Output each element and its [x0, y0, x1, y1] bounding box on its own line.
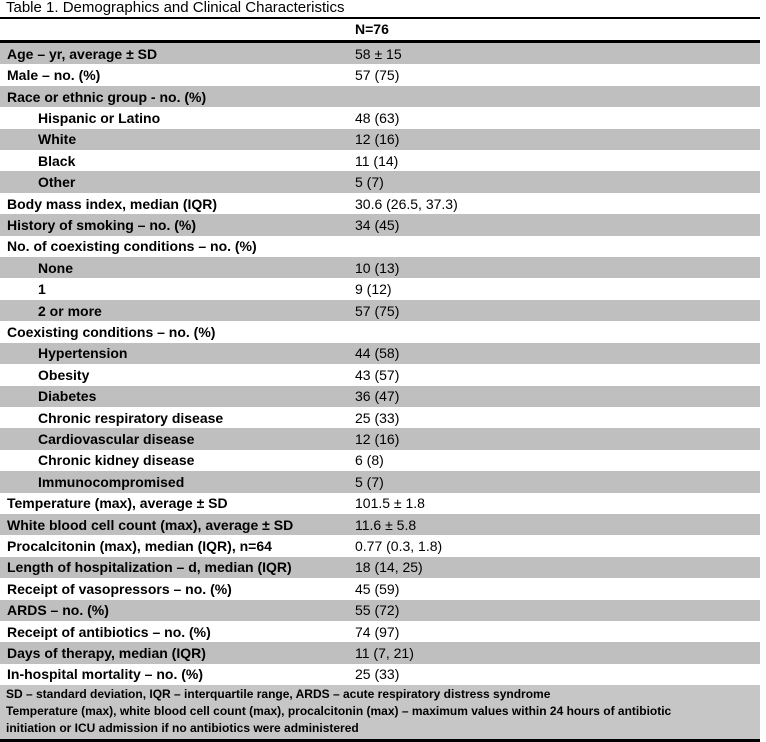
row-label: Obesity: [38, 366, 90, 383]
row-label: Race or ethnic group - no. (%): [7, 88, 207, 105]
row-label: Chronic kidney disease: [38, 452, 195, 469]
table-rows: [0, 43, 760, 685]
table-header-row: [0, 19, 760, 43]
row-label: Chronic respiratory disease: [38, 409, 224, 426]
row-value: 25 (33): [355, 666, 400, 683]
table-row: [0, 642, 760, 663]
table-row: [0, 150, 760, 171]
row-label: In-hospital mortality – no. (%): [7, 666, 204, 683]
row-label: Length of hospitalization – d, median (IQR): [7, 559, 292, 576]
table-row: [0, 64, 760, 85]
row-value: 101.5 ± 1.8: [355, 495, 425, 512]
row-label: Procalcitonin (max), median (IQR), n=64: [7, 538, 272, 555]
row-label: Temperature (max), average ± SD: [7, 495, 228, 512]
row-value: 18 (14, 25): [355, 559, 423, 576]
table-row: [0, 193, 760, 214]
row-label: Black: [38, 152, 76, 169]
table-row: [0, 257, 760, 278]
table-row: [0, 386, 760, 407]
footnote-max-values-line1: Temperature (max), white blood cell count (max), procalcitonin (max) – maximum values within 24 hours of antibiotic: [6, 704, 672, 718]
row-label: Hispanic or Latino: [38, 109, 161, 126]
row-value: 9 (12): [355, 281, 392, 298]
header-label-spacer: [0, 19, 355, 40]
footnote-abbreviations: SD – standard deviation, IQR – interquartile range, ARDS – acute respiratory distress syndrome: [6, 687, 551, 701]
row-value: 12 (16): [355, 431, 400, 448]
table-row: [0, 107, 760, 128]
table-row: [0, 171, 760, 192]
row-label: Cardiovascular disease: [38, 431, 195, 448]
table-row: [0, 557, 760, 578]
row-label: Hypertension: [38, 345, 128, 362]
row-label: Body mass index, median (IQR): [7, 195, 218, 212]
table-row: [0, 300, 760, 321]
table-row: [0, 343, 760, 364]
table-row: [0, 514, 760, 535]
row-label: 1: [38, 281, 46, 298]
row-value: 6 (8): [355, 452, 384, 469]
row-value: 55 (72): [355, 602, 400, 619]
table-row: [0, 407, 760, 428]
row-value: 12 (16): [355, 131, 400, 148]
row-value: 5 (7): [355, 174, 384, 191]
row-value: 57 (75): [355, 302, 400, 319]
row-label: 2 or more: [38, 302, 102, 319]
row-label: No. of coexisting conditions – no. (%): [7, 238, 257, 255]
table-row: [0, 621, 760, 642]
table-row: [0, 578, 760, 599]
row-value: 10 (13): [355, 259, 400, 276]
row-value: 48 (63): [355, 109, 400, 126]
row-value: 0.77 (0.3, 1.8): [355, 538, 443, 555]
table-row: [0, 86, 760, 107]
row-label: Coexisting conditions – no. (%): [7, 323, 216, 340]
row-label: ARDS – no. (%): [7, 602, 109, 619]
row-label: Days of therapy, median (IQR): [7, 645, 206, 662]
row-label: None: [38, 259, 73, 276]
table-row: [0, 450, 760, 471]
table-row: [0, 236, 760, 257]
row-value: 36 (47): [355, 388, 400, 405]
row-value: 34 (45): [355, 216, 400, 233]
row-value: 58 ± 15: [355, 45, 402, 62]
header-n-value: N=76: [355, 21, 389, 37]
table-row: [0, 278, 760, 299]
table-row: [0, 493, 760, 514]
table-row: [0, 214, 760, 235]
row-label: Receipt of antibiotics – no. (%): [7, 623, 211, 640]
table-row: [0, 664, 760, 685]
table-row: [0, 471, 760, 492]
row-value: 74 (97): [355, 623, 400, 640]
table-row: [0, 428, 760, 449]
row-label: White: [38, 131, 77, 148]
row-label: White blood cell count (max), average ± SD: [7, 516, 294, 533]
table-footnotes: [0, 685, 760, 742]
row-value: 11 (7, 21): [355, 645, 414, 662]
footnote-max-values-line2: initiation or ICU admission if no antibiotics were administered: [6, 721, 359, 735]
row-value: 11 (14): [355, 152, 399, 169]
row-value: 5 (7): [355, 473, 384, 490]
table-title: Table 1. Demographics and Clinical Characteristics: [0, 0, 760, 19]
row-value: 43 (57): [355, 366, 400, 383]
row-label: Diabetes: [38, 388, 97, 405]
row-value: 11.6 ± 5.8: [355, 516, 417, 533]
row-label: Age – yr, average ± SD: [7, 45, 158, 62]
row-label: Other: [38, 174, 76, 191]
row-label: Immunocompromised: [38, 473, 185, 490]
table-row: [0, 129, 760, 150]
row-value: 57 (75): [355, 67, 400, 84]
row-label: Male – no. (%): [7, 67, 101, 84]
row-value: 30.6 (26.5, 37.3): [355, 195, 458, 212]
row-label: Receipt of vasopressors – no. (%): [7, 580, 232, 597]
table-row: [0, 600, 760, 621]
row-value: 45 (59): [355, 580, 400, 597]
table-row: [0, 43, 760, 64]
table-row: [0, 364, 760, 385]
table-row: [0, 321, 760, 342]
row-value: 44 (58): [355, 345, 400, 362]
table-row: [0, 535, 760, 556]
row-label: History of smoking – no. (%): [7, 216, 197, 233]
row-value: 25 (33): [355, 409, 400, 426]
